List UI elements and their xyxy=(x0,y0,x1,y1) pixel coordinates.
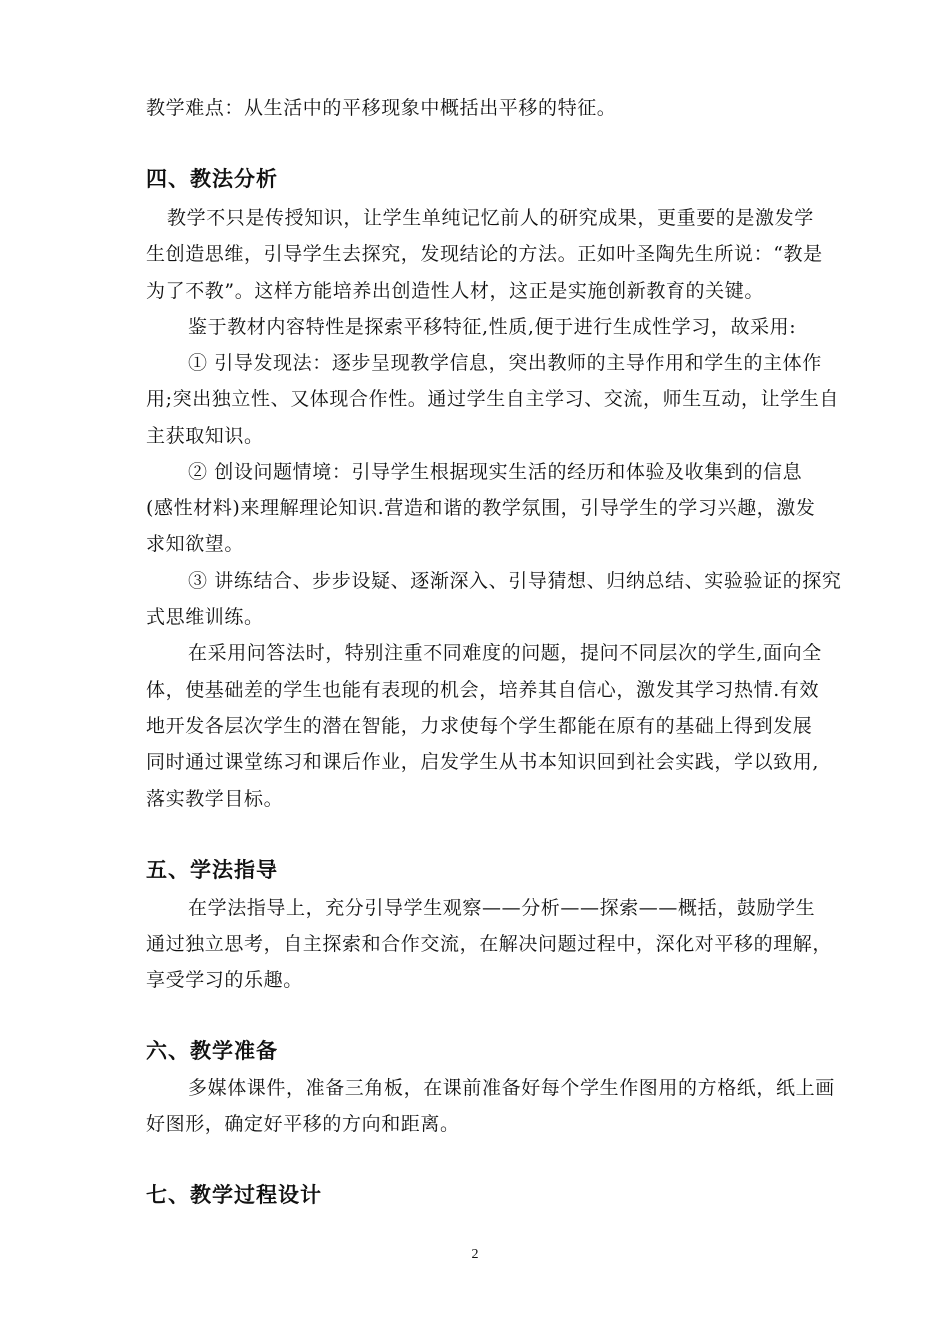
section-heading-6: 六、教学准备 xyxy=(146,1039,278,1063)
paragraph-line: ③ 讲练结合、步步设疑、逐渐深入、引导猜想、归纳总结、实验验证的探究 xyxy=(188,570,842,592)
difficulty-line: 教学难点：从生活中的平移现象中概括出平移的特征。 xyxy=(146,97,617,119)
paragraph-line: 地开发各层次学生的潜在智能，力求使每个学生都能在原有的基础上得到发展 xyxy=(146,715,813,737)
paragraph-line: 享受学习的乐趣。 xyxy=(146,969,303,991)
paragraph-line: 鉴于教材内容特性是探索平移特征,性质,便于进行生成性学习，故采用: xyxy=(188,316,797,338)
paragraph-line: 式思维训练。 xyxy=(146,606,264,628)
section-heading-5: 五、学法指导 xyxy=(146,858,278,882)
section-heading-7: 七、教学过程设计 xyxy=(146,1183,322,1207)
paragraph-line: 用;突出独立性、又体现合作性。通过学生自主学习、交流，师生互动，让学生自 xyxy=(146,388,840,410)
paragraph-line: 好图形，确定好平移的方向和距离。 xyxy=(146,1113,460,1135)
paragraph-line: 通过独立思考，自主探索和合作交流，在解决问题过程中，深化对平移的理解， xyxy=(146,933,833,955)
paragraph-line: 求知欲望。 xyxy=(146,533,245,555)
paragraph-line: (感性材料)来理解理论知识.营造和谐的教学氛围，引导学生的学习兴趣，激发 xyxy=(146,497,816,519)
paragraph-line: 多媒体课件，准备三角板，在课前准备好每个学生作图用的方格纸，纸上画 xyxy=(188,1077,835,1099)
paragraph-line: 在学法指导上，充分引导学生观察——分析——探索——概括，鼓励学生 xyxy=(188,897,816,919)
paragraph-line: 主获取知识。 xyxy=(146,425,264,447)
paragraph-line: ② 创设问题情境：引导学生根据现实生活的经历和体验及收集到的信息 xyxy=(188,461,803,483)
paragraph-line: 体，使基础差的学生也能有表现的机会，培养其自信心，激发其学习热情.有效 xyxy=(146,679,820,701)
paragraph-line: 同时通过课堂练习和课后作业，启发学生从书本知识回到社会实践，学以致用, xyxy=(146,751,820,773)
paragraph-line: ① 引导发现法：逐步呈现教学信息，突出教师的主导作用和学生的主体作 xyxy=(188,352,822,374)
paragraph-line: 教学不只是传授知识，让学生单纯记忆前人的研究成果，更重要的是激发学 xyxy=(167,207,814,229)
page-number: 2 xyxy=(471,1247,479,1262)
paragraph-line: 为了不教”。这样方能培养出创造性人材，这正是实施创新教育的关键。 xyxy=(146,280,764,302)
paragraph-line: 落实教学目标。 xyxy=(146,788,284,810)
paragraph-line: 在采用问答法时，特别注重不同难度的问题，提问不同层次的学生,面向全 xyxy=(188,642,822,664)
section-heading-4: 四、教法分析 xyxy=(146,167,278,191)
paragraph-line: 生创造思维，引导学生去探究，发现结论的方法。正如叶圣陶先生所说：“教是 xyxy=(146,243,823,265)
